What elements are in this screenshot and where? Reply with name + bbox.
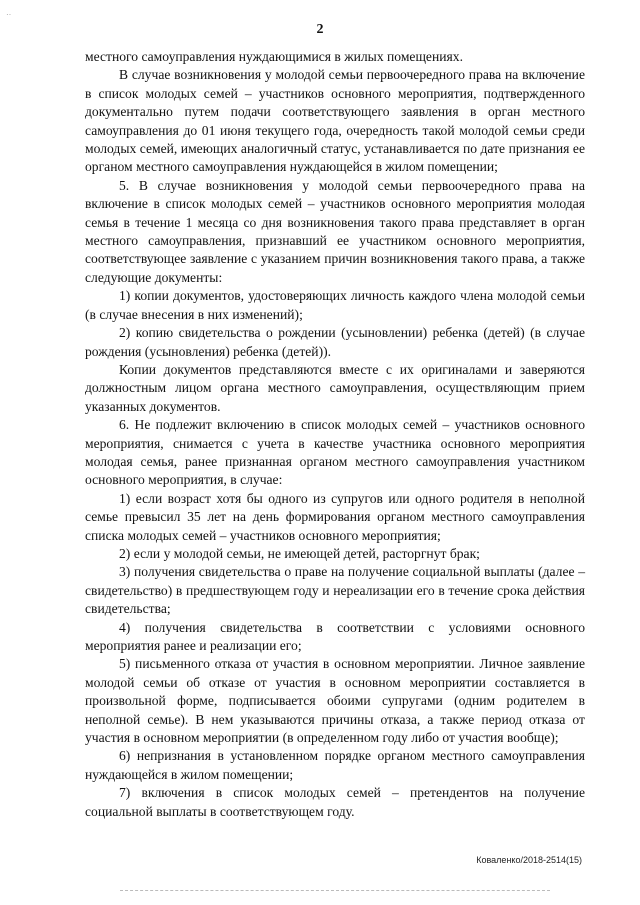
paragraph-3: 1) копии документов, удостоверяющих личность каждого члена молодой семьи (в случае внесения в них изменений);	[85, 288, 585, 322]
paragraph-8: 2) если у молодой семьи, не имеющей детей, расторгнут брак;	[119, 545, 480, 561]
scan-corner-mark: ··	[6, 10, 12, 19]
paragraph-9: 3) получения свидетельства о праве на получение социальной выплаты (далее – свидетельство) в предшествующем году и нереализации его в течение срока действия свидетельства;	[85, 564, 585, 617]
paragraph-4: 2) копию свидетельства о рождении (усыновлении) ребенка (детей) (в случае рождения (усыновления) ребенка (детей)).	[85, 325, 585, 359]
paragraph-1: В случае возникновения у молодой семьи первоочередного права на включение в список молодых семей – участников основного мероприятия, подтвержденного документально путем подачи соответствующего заявления в орган местного самоуправления до 01 июня текущего года, очередность такой молодой семьи среди молодых семей, имеющих аналогичный статус, устанавливается по дате признания ее органом местного самоуправления нуждающейся в жилом помещении;	[85, 67, 585, 175]
document-reference-code: Коваленко/2018-2514(15)	[476, 855, 582, 865]
paragraph-5: Копии документов представляются вместе с их оригиналами и заверяются должностным лицом органа местного самоуправления, осуществляющим прием указанных документов.	[85, 361, 585, 414]
paragraph-0: местного самоуправления нуждающимися в жилых помещениях.	[85, 49, 463, 64]
paragraph-6: 6. Не подлежит включению в список молодых семей – участников основного мероприятия, снимается с учета в качестве участника основного мероприятия молодая семья, ранее признанная органом местного самоуправления участником основного мероприятия, в случае:	[85, 417, 585, 488]
paragraph-7: 1) если возраст хотя бы одного из супругов или одного родителя в неполной семье превысил 35 лет на день формирования органом местного самоуправления списка молодых семей – участников основного мероприятия;	[85, 490, 585, 543]
bottom-divider	[120, 890, 550, 891]
paragraph-2: 5. В случае возникновения у молодой семьи первоочередного права на включение в список молодых семей – участников основного мероприятия молодая семья в течение 1 месяца со дня возникновения такого права представляет в орган местного самоуправления, признавший ее участником основного мероприятия, соответствующее заявление с указанием причин возникновения такого права, а также следующие документы:	[85, 177, 585, 285]
paragraph-11: 5) письменного отказа от участия в основном мероприятии. Личное заявление молодой семьи об отказе от участия в основном мероприятии составляется в произвольной форме, подписывается обоими супругами (одним родителем в неполной семье). В нем указываются причины отказа, а также период отказа от участия в основном мероприятии (в определенном году либо от участия вообще);	[85, 656, 585, 746]
paragraph-10: 4) получения свидетельства в соответствии с условиями основного мероприятия ранее и реализации его;	[85, 619, 585, 653]
document-body	[85, 48, 585, 821]
paragraph-12: 6) непризнания в установленном порядке органом местного самоуправления нуждающейся в жилом помещении;	[85, 748, 585, 782]
page-number: 2	[316, 22, 324, 37]
paragraph-13: 7) включения в список молодых семей – претендентов на получение социальной выплаты в соответствующем году.	[85, 785, 585, 819]
